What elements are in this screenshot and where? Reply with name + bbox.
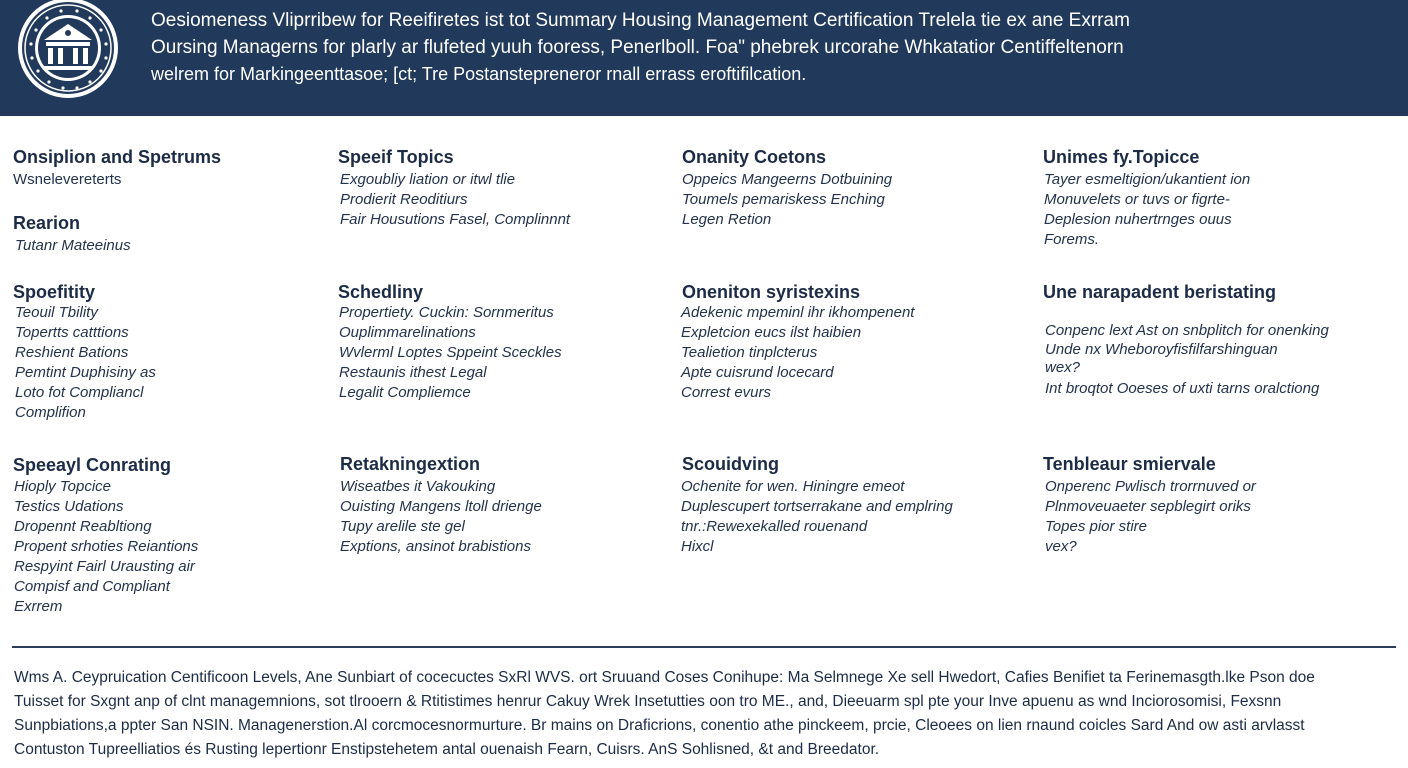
section-title: Une narapadent beristating	[1043, 282, 1277, 302]
section-item: Ochenite for wen. Hiningre emeot	[681, 478, 905, 495]
section-item: Oppeics Mangeerns Dotbuining	[682, 171, 893, 188]
section-title: Unimes fy.Topicce	[1043, 147, 1200, 167]
section-item: Legen Retion	[682, 211, 772, 228]
section-item: Ouplimmarelinations	[339, 324, 476, 341]
content-section	[338, 146, 570, 230]
housing-seal-logo	[16, 0, 120, 104]
section-item: Testics Udations	[14, 498, 124, 515]
header-line: Oursing Managerns for plarly ar flufeted yuuh fooress, Penerlboll. Foa" phebrek urcorahe Whkatatior Centiffeltenorn	[151, 36, 1124, 58]
section-item: Exrrem	[14, 598, 63, 615]
section-item: Tupy arelile ste gel	[340, 518, 465, 535]
content-section	[338, 453, 542, 557]
section-item: Hixcl	[681, 538, 714, 555]
content-section	[1043, 146, 1250, 250]
section-item: Unde nx Wheboroyfisfilfarshinguan	[1045, 341, 1278, 358]
section-title: Schedliny	[338, 282, 424, 302]
footer-line: Wms A. Ceypruication Centificoon Levels, Ane Sunbiart of cocecuctes SxRl WVS. ort Sruuand Coses Conihupe: Ma Selmnege Xe sell Hwedort, Cafies Benifiet ta Ferinemasgth.lke Pson doe	[14, 669, 1315, 686]
content-section	[681, 281, 914, 403]
content-section	[681, 453, 953, 557]
section-item: Duplescupert tortserrakane and emplring	[681, 498, 953, 515]
content-section	[13, 212, 131, 256]
section-title: Spoefitity	[13, 282, 96, 302]
section-item: Propertiety. Cuckin: Sornmeritus	[339, 304, 554, 321]
section-item: Deplesion nuhertrnges ouus	[1044, 211, 1232, 228]
section-title: Oneniton syristexins	[682, 282, 861, 302]
header-line: welrem for Markingeenttasoe; [ct; Tre Postanstepreneror rnall errass eroftifilcation.	[151, 64, 807, 84]
page-header	[0, 0, 1408, 116]
section-item: Int broqtot Ooeses of uxti tarns oralctiong	[1045, 380, 1320, 397]
section-item: Hioply Topcice	[14, 478, 111, 495]
section-item: tnr.:Rewexekalled rouenand	[681, 518, 868, 535]
content-section	[1043, 453, 1256, 557]
section-item: Ouisting Mangens ltoll drienge	[340, 498, 542, 515]
section-item: Restaunis ithest Legal	[339, 364, 487, 381]
section-item: Topes pior stire	[1045, 518, 1147, 535]
section-item: Conpenc lext Ast on snbplitch for onenking	[1045, 322, 1329, 339]
footer-line: Tuisset for Sxgnt anp of clnt managemnions, sot tlrooern & Rtitistimes henrur Cakuy Wrek Insetutties oon tro ME., and, Dieeuarm spl pte your Inve apuenu as wnd Inciorosomisi, Fexsnn	[14, 693, 1282, 710]
content-section	[13, 281, 156, 423]
section-item: Compisf and Compliant	[14, 578, 170, 595]
footer-line: Contuston Tupreelliatios és Rusting lepertionr Enstipstehetem antal ouenaish Fearn, Cuisrs. AnS Sohlisned, &t and Breedator.	[14, 741, 880, 758]
section-title: Speeif Topics	[338, 147, 454, 167]
section-item: Expletcion eucs ilst haibien	[681, 324, 862, 341]
footer-summary	[14, 666, 1398, 762]
section-item: Wvlerml Loptes Sppeint Sceckles	[339, 344, 562, 361]
section-item: Fair Housutions Fasel, Complinnnt	[340, 211, 571, 228]
content-section	[1043, 281, 1329, 399]
section-title: Retakningextion	[340, 454, 481, 474]
section-title: Scouidving	[682, 454, 780, 474]
section-item: Monuvelets or tuvs or figrte-	[1044, 191, 1230, 208]
section-title: Tenbleaur smiervale	[1043, 454, 1216, 474]
content-section	[681, 146, 892, 230]
section-title: Speeayl Conrating	[13, 455, 172, 475]
section-item: Loto fot Compliancl	[15, 384, 144, 401]
section-divider	[12, 646, 1396, 648]
section-item: Respyint Fairl Urausting air	[14, 558, 195, 575]
section-item: Apte cuisrund locecard	[681, 364, 834, 381]
content-section	[13, 146, 221, 190]
section-item: Prodierit Reoditiurs	[340, 191, 468, 208]
section-item: wex?	[1045, 359, 1081, 376]
section-item: Exgoubliy liation or itwl tlie	[340, 171, 516, 188]
section-item: Reshient Bations	[15, 344, 129, 361]
section-item: Toumels pemariskess Enching	[682, 191, 885, 208]
section-item: Pemtint Duphisiny as	[15, 364, 156, 381]
section-title: Onsiplion and Spetrums	[13, 147, 222, 167]
section-item: Forems.	[1044, 231, 1100, 248]
section-item: Dropennt Reabltiong	[14, 518, 152, 535]
content-section	[13, 454, 198, 617]
section-item: Tutanr Mateeinus	[15, 237, 131, 254]
section-item: Legalit Compliemce	[339, 384, 471, 401]
section-title: Rearion	[13, 213, 81, 233]
section-item: Tealietion tinplcterus	[681, 344, 818, 361]
section-title: Onanity Coetons	[682, 147, 827, 167]
section-item: Wsnelevereterts	[13, 171, 122, 188]
section-item: Propent srhoties Reiantions	[14, 538, 199, 555]
section-item: vex?	[1045, 538, 1077, 555]
header-description	[151, 8, 1391, 88]
section-item: Topertts catttions	[15, 324, 129, 341]
section-item: Onperenc Pwlisch trorrnuved or	[1045, 478, 1256, 495]
section-item: Tayer esmeltigion/ukantient ion	[1044, 171, 1251, 188]
section-item: Wiseatbes it Vakouking	[340, 478, 496, 495]
content-section	[338, 281, 562, 403]
footer-line: Sunpbiations,a ppter San NSIN. Managenerstion.Al corcmocesnormurture. Br mains on Draficrions, conentio athe pinckeem, prcie, Cleoees on lien rnaund coicles Sard And ow asti arvlasst	[14, 717, 1305, 734]
header-line: Oesiomeness Vliprribew for Reeifiretes ist tot Summary Housing Management Certification Trelela tie ex ane Exrram	[151, 10, 1130, 31]
section-item: Teouil Tbility	[15, 304, 98, 321]
section-item: Complifion	[15, 404, 86, 421]
section-item: Exptions, ansinot brabistions	[340, 538, 531, 555]
section-item: Correst evurs	[681, 384, 772, 401]
section-item: Adekenic mpeminl ihr ikhompenent	[681, 304, 915, 321]
section-item: Plnmoveuaeter sepblegirt oriks	[1045, 498, 1251, 515]
